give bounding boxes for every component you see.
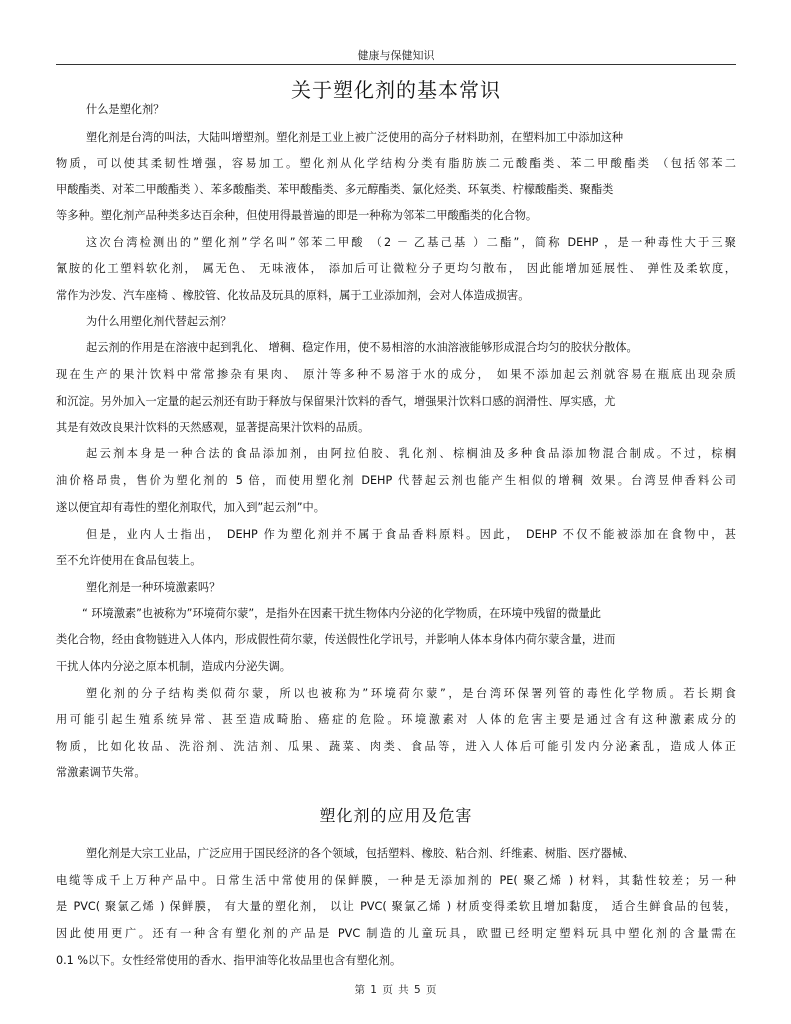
text-line: 常激素调节失常。 bbox=[56, 766, 146, 779]
page-footer: 第 1 页 共 5 页 bbox=[354, 984, 438, 996]
text-line: 塑化剂是台湾的叫法，大陆叫增塑剂。塑化剂是工业上被广泛使用的高分子材料助剂，在塑料加工中添加这种 bbox=[86, 131, 624, 144]
document-title: 关于塑化剂的基本常识 bbox=[291, 78, 501, 102]
text-line: 塑化剂是一种环境激素吗？ bbox=[86, 581, 221, 594]
text-line: 是 PVC( 聚氯乙烯 ) 保鲜膜， 有大量的塑化剂， 以让 PVC( 聚氯乙烯 ) 材质变得柔软且增加黏度， 适合生鲜食品的包装， bbox=[56, 900, 736, 913]
text-line: 至不允许使用在食品包装上。 bbox=[56, 554, 202, 567]
header-divider bbox=[56, 64, 736, 65]
text-line: 物质，比如化妆品、洗浴剂、洗洁剂、瓜果、蔬菜、肉类、食品等，进入人体后可能引发内分泌紊乱，造成人体正 bbox=[56, 740, 736, 753]
text-line: 但是，业内人士指出， DEHP 作为塑化剂并不属于食品香料原料。因此， DEHP 不仅不能被添加在食物中，甚 bbox=[86, 528, 736, 541]
text-line: 氰胺的化工塑料软化剂， 属无色、 无味液体， 添加后可让微粒分子更均匀散布， 因此能增加延展性、 弹性及柔软度， bbox=[56, 262, 736, 275]
text-line: 因此使用更广。还有一种含有塑化剂的产品是 PVC 制造的儿童玩具，欧盟已经明定塑料玩具中塑化剂的含量需在 bbox=[56, 927, 736, 940]
text-line: 这次台湾检测出的”塑化剂”学名叫”邻苯二甲酸 （2 － 乙基己基 ）二酯”，简称 DEHP ，是一种毒性大于三聚 bbox=[86, 236, 736, 249]
text-line: 类化合物，经由食物链进入人体内，形成假性荷尔蒙，传送假性化学讯号，并影响人体本身体内荷尔蒙含量，进而 bbox=[56, 633, 616, 646]
text-line: 常作为沙发、汽车座椅 、橡胶管、化妆品及玩具的原料，属于工业添加剂，会对人体造成损害。 bbox=[56, 289, 530, 302]
running-header: 健康与保健知识 bbox=[357, 49, 435, 62]
text-line: 等多种。塑化剂产品种类多达百余种，但使用得最普遍的即是一种称为邻苯二甲酸酯类的化合物。 bbox=[56, 209, 538, 222]
text-line: 塑化剂是大宗工业品，广泛应用于国民经济的各个领域，包括塑料、橡胶、粘合剂、纤维素、树脂、医疗器械、 bbox=[86, 847, 635, 860]
text-line: 现在生产的果汁饮料中常常掺杂有果肉、 原汁等多种不易溶于水的成分， 如果不添加起云剂就容易在瓶底出现杂质 bbox=[56, 368, 736, 381]
text-line: 为什么用塑化剂代替起云剂？ bbox=[86, 315, 232, 328]
text-line: “ 环境激素”也被称为”环境荷尔蒙”，是指外在因素干扰生物体内分泌的化学物质，在环境中残留的微量此 bbox=[82, 607, 601, 620]
text-line: 什么是塑化剂？ bbox=[86, 103, 165, 116]
section-title: 塑化剂的应用及危害 bbox=[319, 806, 473, 825]
text-line: 和沉淀。另外加入一定量的起云剂还有助于释放与保留果汁饮料的香气，增强果汁饮料口感的润滑性、厚实感，尤 bbox=[56, 395, 616, 408]
text-line: 油价格昂贵，售价为塑化剂的 5 倍，而使用塑化剂 DEHP 代替起云剂也能产生相似的增稠 效果。台湾昱伸香料公司 bbox=[56, 474, 736, 487]
text-line: 电缆等成千上万种产品中。日常生活中常使用的保鲜膜，一种是无添加剂的 PE( 聚乙烯 ) 材料，其黏性较差；另一种 bbox=[56, 874, 736, 887]
text-line: 其是有效改良果汁饮料的天然感观，显著提高果汁饮料的品质。 bbox=[56, 421, 370, 434]
text-line: 塑化剂的分子结构类似荷尔蒙，所以也被称为”环境荷尔蒙”，是台湾环保署列管的毒性化学物质。若长期食 bbox=[86, 687, 736, 700]
text-line: 起云剂本身是一种合法的食品添加剂，由阿拉伯胶、乳化剂、棕榈油及多种食品添加物混合制成。不过，棕榈 bbox=[86, 447, 736, 460]
text-line: 用可能引起生殖系统异常、甚至造成畸胎、癌症的危险。环境激素对 人体的危害主要是通过含有这种激素成分的 bbox=[56, 713, 736, 726]
text-line: 物质，可以使其柔韧性增强，容易加工。塑化剂从化学结构分类有脂肪族二元酸酯类、苯二甲酸酯类 （包括邻苯二 bbox=[56, 157, 736, 170]
text-line: 0.1 %以下。女性经常使用的香水、指甲油等化妆品里也含有塑化剂。 bbox=[56, 954, 402, 967]
text-line: 起云剂的作用是在溶液中起到乳化、 增稠、稳定作用，使不易相溶的水油溶液能够形成混合均匀的胶状分散体。 bbox=[86, 341, 638, 354]
text-line: 遂以便宜却有毒性的塑化剂取代，加入到”起云剂”中。 bbox=[56, 501, 325, 514]
text-line: 干扰人体内分泌之原本机制，造成内分泌失调。 bbox=[56, 660, 291, 673]
text-line: 甲酸酯类、对苯二甲酸酯类 ）、苯多酸酯类、苯甲酸酯类、多元醇酯类、氯化烃类、环氧类、柠檬酸酯类、聚酯类 bbox=[56, 183, 614, 196]
